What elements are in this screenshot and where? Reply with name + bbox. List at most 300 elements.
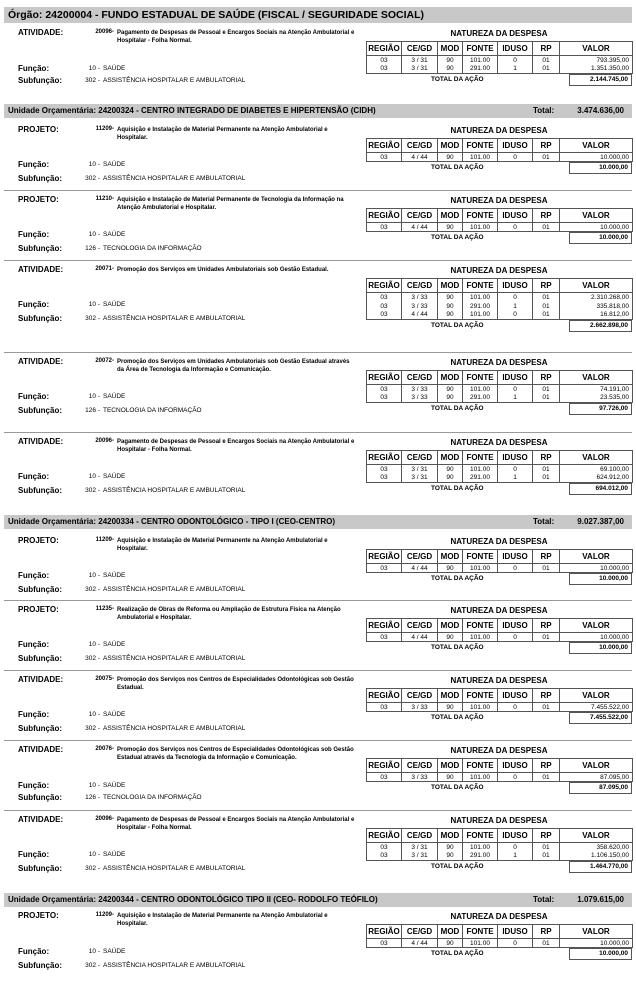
action-description: Aquisição e Instalação de Material Permanente na Atenção Ambulatorial e Hospitalar. xyxy=(117,913,328,927)
total-acao-label: TOTAL DA AÇÃO xyxy=(431,234,484,241)
action-type-label: PROJETO: xyxy=(18,605,59,614)
column-header-regiao: REGIÃO xyxy=(367,689,402,703)
action-type-label: ATIVIDADE: xyxy=(18,745,64,754)
column-header-fonte: FONTE xyxy=(463,42,498,56)
total-acao-label: TOTAL DA AÇÃO xyxy=(431,863,484,870)
column-header-fonte: FONTE xyxy=(463,451,498,465)
cell-fonte: 101.00 xyxy=(463,311,498,320)
column-header-cegd: CE/GD xyxy=(402,550,438,564)
action-type-label: ATIVIDADE: xyxy=(18,675,64,684)
cell-mod: 90 xyxy=(438,939,463,948)
cell-rp: 01 xyxy=(533,394,560,403)
cell-iduso: 1 xyxy=(498,65,533,74)
cell-regiao: 03 xyxy=(367,394,402,403)
subfuncao-label: Subfunção: xyxy=(18,585,62,594)
cell-mod: 90 xyxy=(438,311,463,320)
subfuncao-description: ASSISTÊNCIA HOSPITALAR E AMBULATORIAL xyxy=(103,586,246,593)
action-code: 11209 xyxy=(95,912,112,918)
cell-mod: 90 xyxy=(438,703,463,712)
expense-table xyxy=(366,138,633,162)
subfuncao-label: Subfunção: xyxy=(18,961,62,970)
funcao-description: SAÚDE xyxy=(103,948,126,955)
total-acao-label: TOTAL DA AÇÃO xyxy=(431,485,484,492)
subfuncao-description: ASSISTÊNCIA HOSPITALAR E AMBULATORIAL xyxy=(103,175,246,182)
column-header-fonte: FONTE xyxy=(463,925,498,939)
cell-fonte: 101.00 xyxy=(463,939,498,948)
action-description: Pagamento de Despesas de Pessoal e Encargos Sociais na Atenção Ambulatorial e Hospitalar - Folha Normal. xyxy=(117,817,355,831)
cell-fonte: 291.00 xyxy=(463,852,498,861)
funcao-number: 10 - xyxy=(88,711,100,718)
funcao-description: SAÚDE xyxy=(103,711,126,718)
funcao-description: SAÚDE xyxy=(103,782,126,789)
action-code: 11210 xyxy=(95,196,112,202)
column-header-fonte: FONTE xyxy=(463,689,498,703)
cell-fonte: 101.00 xyxy=(463,56,498,65)
cell-regiao: 03 xyxy=(367,474,402,483)
column-header-rp: RP xyxy=(533,279,560,293)
cell-regiao: 03 xyxy=(367,223,402,232)
unit-title: Unidade Orçamentária: 24200344 - CENTRO ODONTOLÓGICO TIPO II (CEO- RODOLFO TEÓFILO) xyxy=(8,895,378,904)
cell-iduso: 1 xyxy=(498,394,533,403)
cell-regiao: 03 xyxy=(367,302,402,311)
column-header-rp: RP xyxy=(533,829,560,843)
code-dash: - xyxy=(112,746,114,752)
table-header-row xyxy=(367,759,633,773)
expense-table xyxy=(366,41,633,74)
column-header-iduso: IDUSO xyxy=(498,689,533,703)
table-row xyxy=(367,939,633,948)
subfuncao-number: 126 - xyxy=(85,245,100,252)
table-row xyxy=(367,843,633,852)
action-type-label: PROJETO: xyxy=(18,911,59,920)
column-header-valor: VALOR xyxy=(560,139,633,153)
unit-total-value: 1.079.615,00 xyxy=(577,895,624,904)
cell-cegd: 3 / 33 xyxy=(402,385,438,394)
table-header-row xyxy=(367,829,633,843)
code-dash: - xyxy=(112,196,114,202)
funcao-description: SAÚDE xyxy=(103,231,126,238)
funcao-code: 10 xyxy=(88,65,97,72)
subfuncao-code: 302 xyxy=(85,487,97,494)
column-header-regiao: REGIÃO xyxy=(367,829,402,843)
table-row xyxy=(367,65,633,74)
column-header-fonte: FONTE xyxy=(463,209,498,223)
cell-rp: 01 xyxy=(533,939,560,948)
action-description: Promoção dos Serviços nos Centros de Especialidades Odontológicas sob Gestão Estadual. xyxy=(117,677,354,691)
block-divider xyxy=(4,810,632,811)
column-header-cegd: CE/GD xyxy=(402,42,438,56)
total-acao-value: 10.000,00 xyxy=(569,232,632,244)
unit-header xyxy=(4,515,632,529)
cell-rp: 01 xyxy=(533,293,560,302)
subfuncao-description: ASSISTÊNCIA HOSPITALAR E AMBULATORIAL xyxy=(103,725,246,732)
column-header-valor: VALOR xyxy=(560,550,633,564)
cell-valor: 2.310.268,00 xyxy=(560,293,633,302)
table-header-row xyxy=(367,42,633,56)
expense-table xyxy=(366,758,633,782)
cell-cegd: 4 / 44 xyxy=(402,311,438,320)
funcao-number: 10 - xyxy=(88,641,100,648)
cell-rp: 01 xyxy=(533,153,560,162)
block-divider xyxy=(4,190,632,191)
natureza-title: NATUREZA DA DESPESA xyxy=(450,358,548,367)
cell-mod: 90 xyxy=(438,633,463,642)
total-acao-value: 87.095,00 xyxy=(569,782,632,794)
cell-iduso: 1 xyxy=(498,474,533,483)
cell-mod: 90 xyxy=(438,153,463,162)
table-row xyxy=(367,302,633,311)
cell-rp: 01 xyxy=(533,223,560,232)
action-block xyxy=(4,195,632,253)
natureza-title: NATUREZA DA DESPESA xyxy=(450,676,548,685)
code-dash: - xyxy=(112,912,114,918)
column-header-iduso: IDUSO xyxy=(498,371,533,385)
cell-fonte: 291.00 xyxy=(463,65,498,74)
table-header-row xyxy=(367,925,633,939)
action-block xyxy=(4,536,632,594)
column-header-fonte: FONTE xyxy=(463,139,498,153)
action-code: 11235 xyxy=(95,606,112,612)
subfuncao-number: 302 - xyxy=(85,315,100,322)
action-block xyxy=(4,437,632,495)
cell-fonte: 101.00 xyxy=(463,633,498,642)
table-header-row xyxy=(367,550,633,564)
block-divider xyxy=(4,260,632,261)
funcao-code: 10 xyxy=(88,711,97,718)
natureza-title: NATUREZA DA DESPESA xyxy=(450,746,548,755)
funcao-code: 10 xyxy=(88,948,97,955)
subfuncao-code: 302 xyxy=(85,315,97,322)
action-type-label: ATIVIDADE: xyxy=(18,437,64,446)
cell-mod: 90 xyxy=(438,474,463,483)
cell-regiao: 03 xyxy=(367,843,402,852)
action-block xyxy=(4,911,632,970)
cell-rp: 01 xyxy=(533,385,560,394)
cell-fonte: 101.00 xyxy=(463,385,498,394)
funcao-label: Função: xyxy=(18,850,50,859)
column-header-iduso: IDUSO xyxy=(498,42,533,56)
funcao-description: SAÚDE xyxy=(103,641,126,648)
column-header-valor: VALOR xyxy=(560,689,633,703)
funcao-code: 10 xyxy=(88,161,97,168)
column-header-regiao: REGIÃO xyxy=(367,759,402,773)
funcao-description: SAÚDE xyxy=(103,572,126,579)
code-dash: - xyxy=(112,358,114,364)
cell-valor: 793.395,00 xyxy=(560,56,633,65)
cell-iduso: 0 xyxy=(498,293,533,302)
funcao-description: SAÚDE xyxy=(103,851,126,858)
table-header-row xyxy=(367,209,633,223)
cell-valor: 87.095,00 xyxy=(560,773,633,782)
column-header-cegd: CE/GD xyxy=(402,689,438,703)
action-block xyxy=(4,675,632,733)
subfuncao-label: Subfunção: xyxy=(18,76,62,85)
cell-fonte: 101.00 xyxy=(463,293,498,302)
cell-cegd: 3 / 31 xyxy=(402,843,438,852)
cell-iduso: 0 xyxy=(498,385,533,394)
action-block xyxy=(4,745,632,802)
column-header-iduso: IDUSO xyxy=(498,279,533,293)
funcao-number: 10 - xyxy=(88,393,100,400)
cell-cegd: 4 / 44 xyxy=(402,153,438,162)
action-description: Promoção dos Serviços nos Centros de Especialidades Odontológicas sob Gestão Estadual através da Tecnologia da Informação e Comunicação. xyxy=(117,747,354,761)
cell-iduso: 0 xyxy=(498,223,533,232)
total-acao-label: TOTAL DA AÇÃO xyxy=(431,950,484,957)
action-code: 20096 xyxy=(95,816,112,822)
table-header-row xyxy=(367,279,633,293)
cell-valor: 10.000,00 xyxy=(560,223,633,232)
subfuncao-description: ASSISTÊNCIA HOSPITALAR E AMBULATORIAL xyxy=(103,315,246,322)
cell-valor: 10.000,00 xyxy=(560,939,633,948)
cell-regiao: 03 xyxy=(367,293,402,302)
cell-iduso: 0 xyxy=(498,773,533,782)
natureza-title: NATUREZA DA DESPESA xyxy=(450,29,548,38)
column-header-fonte: FONTE xyxy=(463,550,498,564)
funcao-code: 10 xyxy=(88,572,97,579)
funcao-label: Função: xyxy=(18,781,50,790)
orgao-header: Órgão: 24200004 - FUNDO ESTADUAL DE SAÚDE (FISCAL / SEGURIDADE SOCIAL) xyxy=(4,7,632,23)
funcao-code: 10 xyxy=(88,641,97,648)
column-header-regiao: REGIÃO xyxy=(367,619,402,633)
cell-mod: 90 xyxy=(438,843,463,852)
funcao-label: Função: xyxy=(18,392,50,401)
column-header-valor: VALOR xyxy=(560,759,633,773)
natureza-title: NATUREZA DA DESPESA xyxy=(450,606,548,615)
cell-iduso: 0 xyxy=(498,56,533,65)
cell-iduso: 0 xyxy=(498,633,533,642)
total-acao-label: TOTAL DA AÇÃO xyxy=(431,76,484,83)
cell-cegd: 3 / 33 xyxy=(402,703,438,712)
funcao-number: 10 - xyxy=(88,301,100,308)
table-header-row xyxy=(367,371,633,385)
column-header-iduso: IDUSO xyxy=(498,139,533,153)
cell-iduso: 0 xyxy=(498,703,533,712)
unit-total-value: 3.474.636,00 xyxy=(577,106,624,115)
funcao-label: Função: xyxy=(18,571,50,580)
block-divider xyxy=(4,600,632,601)
expense-table xyxy=(366,549,633,573)
funcao-number: 10 - xyxy=(88,231,100,238)
cell-fonte: 101.00 xyxy=(463,843,498,852)
subfuncao-code: 126 xyxy=(85,407,97,414)
column-header-mod: MOD xyxy=(438,139,463,153)
natureza-title: NATUREZA DA DESPESA xyxy=(450,126,548,135)
cell-rp: 01 xyxy=(533,465,560,474)
cell-fonte: 101.00 xyxy=(463,153,498,162)
column-header-mod: MOD xyxy=(438,371,463,385)
total-acao-value: 10.000,00 xyxy=(569,573,632,585)
subfuncao-number: 302 - xyxy=(85,487,100,494)
block-divider xyxy=(4,432,632,433)
column-header-valor: VALOR xyxy=(560,371,633,385)
column-header-valor: VALOR xyxy=(560,279,633,293)
column-header-mod: MOD xyxy=(438,689,463,703)
funcao-description: SAÚDE xyxy=(103,473,126,480)
column-header-mod: MOD xyxy=(438,209,463,223)
expense-table xyxy=(366,370,633,403)
action-code: 20071 xyxy=(95,266,112,272)
natureza-title: NATUREZA DA DESPESA xyxy=(450,537,548,546)
natureza-title: NATUREZA DA DESPESA xyxy=(450,816,548,825)
cell-regiao: 03 xyxy=(367,465,402,474)
column-header-valor: VALOR xyxy=(560,619,633,633)
code-dash: - xyxy=(112,29,114,35)
cell-fonte: 101.00 xyxy=(463,773,498,782)
funcao-label: Função: xyxy=(18,64,50,73)
cell-valor: 10.000,00 xyxy=(560,564,633,573)
funcao-number: 10 - xyxy=(88,572,100,579)
column-header-fonte: FONTE xyxy=(463,759,498,773)
funcao-label: Função: xyxy=(18,300,50,309)
cell-iduso: 0 xyxy=(498,153,533,162)
table-header-row xyxy=(367,139,633,153)
code-dash: - xyxy=(112,266,114,272)
total-acao-value: 2.662.898,00 xyxy=(569,320,632,332)
column-header-fonte: FONTE xyxy=(463,279,498,293)
cell-valor: 10.000,00 xyxy=(560,153,633,162)
table-row xyxy=(367,703,633,712)
table-row xyxy=(367,394,633,403)
cell-valor: 1.351.350,00 xyxy=(560,65,633,74)
cell-regiao: 03 xyxy=(367,852,402,861)
subfuncao-code: 302 xyxy=(85,655,97,662)
funcao-description: SAÚDE xyxy=(103,65,126,72)
column-header-cegd: CE/GD xyxy=(402,759,438,773)
action-description: Realização de Obras de Reforma ou Ampliação de Estrutura Física na Atenção Ambulatorial e Hospitalar. xyxy=(117,607,341,621)
column-header-rp: RP xyxy=(533,209,560,223)
unit-total-label: Total: xyxy=(533,106,555,115)
cell-mod: 90 xyxy=(438,385,463,394)
action-block xyxy=(4,125,632,183)
column-header-regiao: REGIÃO xyxy=(367,209,402,223)
column-header-mod: MOD xyxy=(438,550,463,564)
cell-fonte: 101.00 xyxy=(463,465,498,474)
cell-regiao: 03 xyxy=(367,564,402,573)
cell-fonte: 101.00 xyxy=(463,564,498,573)
action-description: Pagamento de Despesas de Pessoal e Encargos Sociais na Atenção Ambulatorial e Hospitalar - Folha Normal. xyxy=(117,30,355,44)
cell-cegd: 3 / 31 xyxy=(402,852,438,861)
cell-fonte: 291.00 xyxy=(463,474,498,483)
cell-mod: 90 xyxy=(438,56,463,65)
cell-mod: 90 xyxy=(438,293,463,302)
column-header-rp: RP xyxy=(533,925,560,939)
cell-valor: 358.620,00 xyxy=(560,843,633,852)
subfuncao-description: ASSISTÊNCIA HOSPITALAR E AMBULATORIAL xyxy=(103,655,246,662)
cell-fonte: 101.00 xyxy=(463,223,498,232)
table-header-row xyxy=(367,689,633,703)
total-acao-value: 7.455.522,00 xyxy=(569,712,632,724)
subfuncao-label: Subfunção: xyxy=(18,314,62,323)
cell-valor: 624.912,00 xyxy=(560,474,633,483)
column-header-mod: MOD xyxy=(438,42,463,56)
column-header-mod: MOD xyxy=(438,279,463,293)
cell-regiao: 03 xyxy=(367,65,402,74)
total-acao-label: TOTAL DA AÇÃO xyxy=(431,714,484,721)
funcao-number: 10 - xyxy=(88,161,100,168)
total-acao-label: TOTAL DA AÇÃO xyxy=(431,322,484,329)
table-row xyxy=(367,223,633,232)
code-dash: - xyxy=(112,816,114,822)
total-acao-label: TOTAL DA AÇÃO xyxy=(431,164,484,171)
column-header-valor: VALOR xyxy=(560,451,633,465)
funcao-code: 10 xyxy=(88,851,97,858)
table-row xyxy=(367,56,633,65)
action-block xyxy=(4,605,632,663)
cell-regiao: 03 xyxy=(367,385,402,394)
cell-mod: 90 xyxy=(438,773,463,782)
table-row xyxy=(367,852,633,861)
subfuncao-description: TECNOLOGIA DA INFORMAÇÃO xyxy=(103,245,202,252)
cell-mod: 90 xyxy=(438,223,463,232)
column-header-rp: RP xyxy=(533,550,560,564)
cell-rp: 01 xyxy=(533,311,560,320)
subfuncao-code: 302 xyxy=(85,865,97,872)
action-type-label: PROJETO: xyxy=(18,195,59,204)
column-header-cegd: CE/GD xyxy=(402,209,438,223)
column-header-rp: RP xyxy=(533,42,560,56)
action-block xyxy=(4,815,632,873)
column-header-fonte: FONTE xyxy=(463,371,498,385)
subfuncao-number: 126 - xyxy=(85,407,100,414)
subfuncao-description: TECNOLOGIA DA INFORMAÇÃO xyxy=(103,794,202,801)
cell-cegd: 4 / 44 xyxy=(402,633,438,642)
cell-valor: 7.455.522,00 xyxy=(560,703,633,712)
subfuncao-description: ASSISTÊNCIA HOSPITALAR E AMBULATORIAL xyxy=(103,962,246,969)
action-type-label: ATIVIDADE: xyxy=(18,265,64,274)
cell-valor: 74.191,00 xyxy=(560,385,633,394)
cell-regiao: 03 xyxy=(367,703,402,712)
subfuncao-number: 302 - xyxy=(85,865,100,872)
subfuncao-code: 126 xyxy=(85,245,97,252)
column-header-rp: RP xyxy=(533,619,560,633)
cell-cegd: 3 / 31 xyxy=(402,474,438,483)
table-header-row xyxy=(367,451,633,465)
column-header-mod: MOD xyxy=(438,619,463,633)
action-description: Promoção dos Serviços em Unidades Ambulatoriais sob Gestão Estadual. xyxy=(117,267,329,273)
action-block xyxy=(4,265,632,332)
cell-mod: 90 xyxy=(438,465,463,474)
expense-table xyxy=(366,450,633,483)
subfuncao-label: Subfunção: xyxy=(18,406,62,415)
column-header-cegd: CE/GD xyxy=(402,829,438,843)
cell-valor: 10.000,00 xyxy=(560,633,633,642)
cell-regiao: 03 xyxy=(367,153,402,162)
funcao-number: 10 - xyxy=(88,65,100,72)
subfuncao-code: 126 xyxy=(85,794,97,801)
column-header-regiao: REGIÃO xyxy=(367,451,402,465)
column-header-rp: RP xyxy=(533,451,560,465)
cell-fonte: 291.00 xyxy=(463,302,498,311)
cell-regiao: 03 xyxy=(367,56,402,65)
unit-total-value: 9.027.387,00 xyxy=(577,517,624,526)
total-acao-value: 10.000,00 xyxy=(569,948,632,960)
funcao-code: 10 xyxy=(88,301,97,308)
funcao-number: 10 - xyxy=(88,851,100,858)
cell-cegd: 4 / 44 xyxy=(402,223,438,232)
table-row xyxy=(367,153,633,162)
code-dash: - xyxy=(112,438,114,444)
subfuncao-description: TECNOLOGIA DA INFORMAÇÃO xyxy=(103,407,202,414)
cell-rp: 01 xyxy=(533,564,560,573)
funcao-label: Função: xyxy=(18,472,50,481)
cell-valor: 335.818,00 xyxy=(560,302,633,311)
unit-header xyxy=(4,893,632,907)
action-code: 20075 xyxy=(95,676,112,682)
column-header-iduso: IDUSO xyxy=(498,829,533,843)
action-description: Aquisição e Instalação de Material Permanente de Tecnologia da Informação na Atenção Ambulatorial e Hospitalar. xyxy=(117,197,344,211)
block-divider xyxy=(4,352,632,353)
column-header-rp: RP xyxy=(533,371,560,385)
